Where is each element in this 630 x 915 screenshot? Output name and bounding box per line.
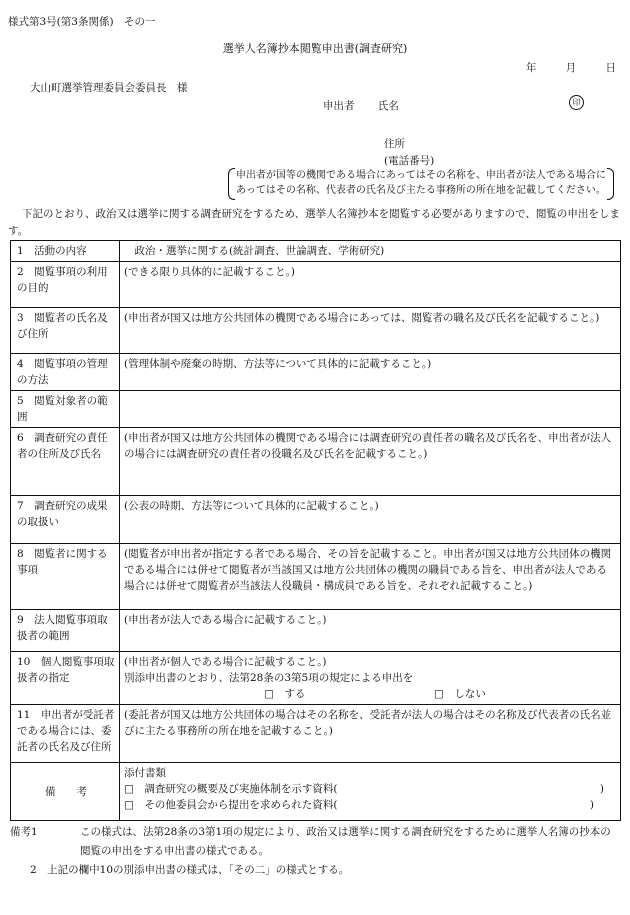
row-value [120,652,621,705]
row-label: 1 活動の内容 [11,241,120,262]
remarks-value [120,763,621,821]
row-label: 5 閲覧対象者の範囲 [11,391,120,428]
table-row [11,391,621,428]
note-2: 2 上記の欄中10の別添申出書の様式は、「その二」の様式とする。 [30,864,350,876]
form-number: 様式第3号(第3条関係) その一 [8,16,156,28]
table-row [11,763,621,821]
application-table [10,240,621,821]
attachment-item[interactable] [124,781,616,797]
remarks-label: 備 考 [11,763,120,821]
table-row [11,308,621,354]
table-row [11,241,621,262]
table-row [11,610,621,652]
row-value-note: (申出者が個人である場合に記載すること。) [124,656,327,668]
row-label: 8 閲覧者に関する事項 [11,544,120,610]
name-label: 氏名 [377,100,399,112]
attachments-heading: 添付書類 [124,767,166,779]
bracket-note-text: 申出者が国等の機関である場合にあってはその名称を、申出者が法人である場合にあってはその名称、代表者の氏名及び主たる事務所の所在地を記載してください。 [236,170,606,196]
date-year: 年 [525,62,537,74]
row-value[interactable]: 政治・選挙に関する(統計調査、世論調査、学術研究) [120,241,621,262]
table-row [11,705,621,763]
attachment-item-label: □ 調査研究の概要及び実施体制を示す資料( [124,783,338,795]
option-yes-checkbox[interactable]: □ する [264,688,306,700]
footnotes [10,823,622,880]
row-value[interactable]: (申出者が国又は地方公共団体の機関である場合にあっては、閲覧者の職名及び氏名を記載すること。) [120,308,621,354]
note-1-continued: 閲覧の申出をする申出書の様式である。 [80,845,269,857]
row-label: 7 調査研究の成果の取扱い [11,496,120,544]
row-value[interactable]: (委託者が国又は地方公共団体の場合はその名称を、受託者が法人の場合はその名称及び代表者の氏名並びに主たる事務所の所在地を記載すること。) [120,705,621,763]
intro-text [8,206,620,240]
row-value[interactable] [120,391,621,428]
intro-body: 下記のとおり、政治又は選挙に関する調査研究をするため、選挙人名簿抄本を閲覧する必要がありますので、閲覧の申出をします。 [8,208,620,237]
row-label: 2 閲覧事項の利用の目的 [11,262,120,308]
applicant-label: 申出者 [323,100,355,112]
option-row [124,686,616,702]
row-value[interactable]: (閲覧者が申出者が指定する者である場合、その旨を記載すること。申出者が国又は地方公共団体の機関である場合には併せて閲覧者が当該国又は地方公共団体の機関の職員である旨を、申出者が法人である場合には併せて閲覧者が当該法人役職員・構成員である旨を、それぞれ記載すること。) [120,544,621,610]
seal-icon: 印 [569,95,584,110]
row-label: 6 調査研究の責任者の住所及び氏名 [11,428,120,496]
table-row [11,428,621,496]
left-bracket [228,168,235,200]
form-title: 選挙人名簿抄本閲覧申出書(調査研究) [222,42,408,55]
note-1-label: 備考1 [10,826,49,838]
row-value[interactable]: (申出者が国又は地方公共団体の機関である場合には調査研究の責任者の職名及び氏名を、申出者が法人の場合には調査研究の責任者の役職名及び氏名を記載すること。) [120,428,621,496]
row-label: 11 申出者が受託者である場合には、委託者の氏名及び住所 [11,705,120,763]
table-row [11,354,621,391]
row-value[interactable]: (できる限り具体的に記載すること。) [120,262,621,308]
row-label: 10 個人閲覧事項取扱者の指定 [11,652,120,705]
row-label: 3 閲覧者の氏名及び住所 [11,308,120,354]
row-value[interactable]: (公表の時期、方法等について具体的に記載すること。) [120,496,621,544]
date-day: 日 [605,62,616,74]
table-row [11,496,621,544]
address-label: 住所 [384,138,405,150]
phone-label: (電話番号) [384,155,435,167]
note-1 [10,823,622,842]
attachment-close-paren: ) [599,783,604,795]
attachment-item[interactable] [124,797,616,813]
option-no-checkbox[interactable]: □ しない [434,688,486,700]
row-value[interactable]: (申出者が法人である場合に記載すること。) [120,610,621,652]
attachment-close-paren: ) [589,799,594,811]
row-label: 4 閲覧事項の管理の方法 [11,354,120,391]
row-value[interactable]: (管理体制や廃棄の時期、方法等について具体的に記載すること。) [120,354,621,391]
row-value-statement: 別添申出書のとおり、法第28条の3第5項の規定による申出を [124,672,414,684]
addressee: 大山町選挙管理委員会委員長 様 [30,82,188,94]
note-1-text: この様式は、法第28条の3第1項の規定により、政治又は選挙に関する調査研究をするために選挙人名簿の抄本の [80,826,611,838]
right-bracket [607,168,614,200]
attachment-item-label: □ その他委員会から提出を求められた資料( [124,799,338,811]
table-row [11,262,621,308]
table-row [11,652,621,705]
table-row [11,544,621,610]
bracket-note [228,168,618,200]
row-label: 9 法人閲覧事項取扱者の範囲 [11,610,120,652]
applicant-line [323,98,399,113]
date-month: 月 [565,62,577,74]
date-line [500,60,616,75]
